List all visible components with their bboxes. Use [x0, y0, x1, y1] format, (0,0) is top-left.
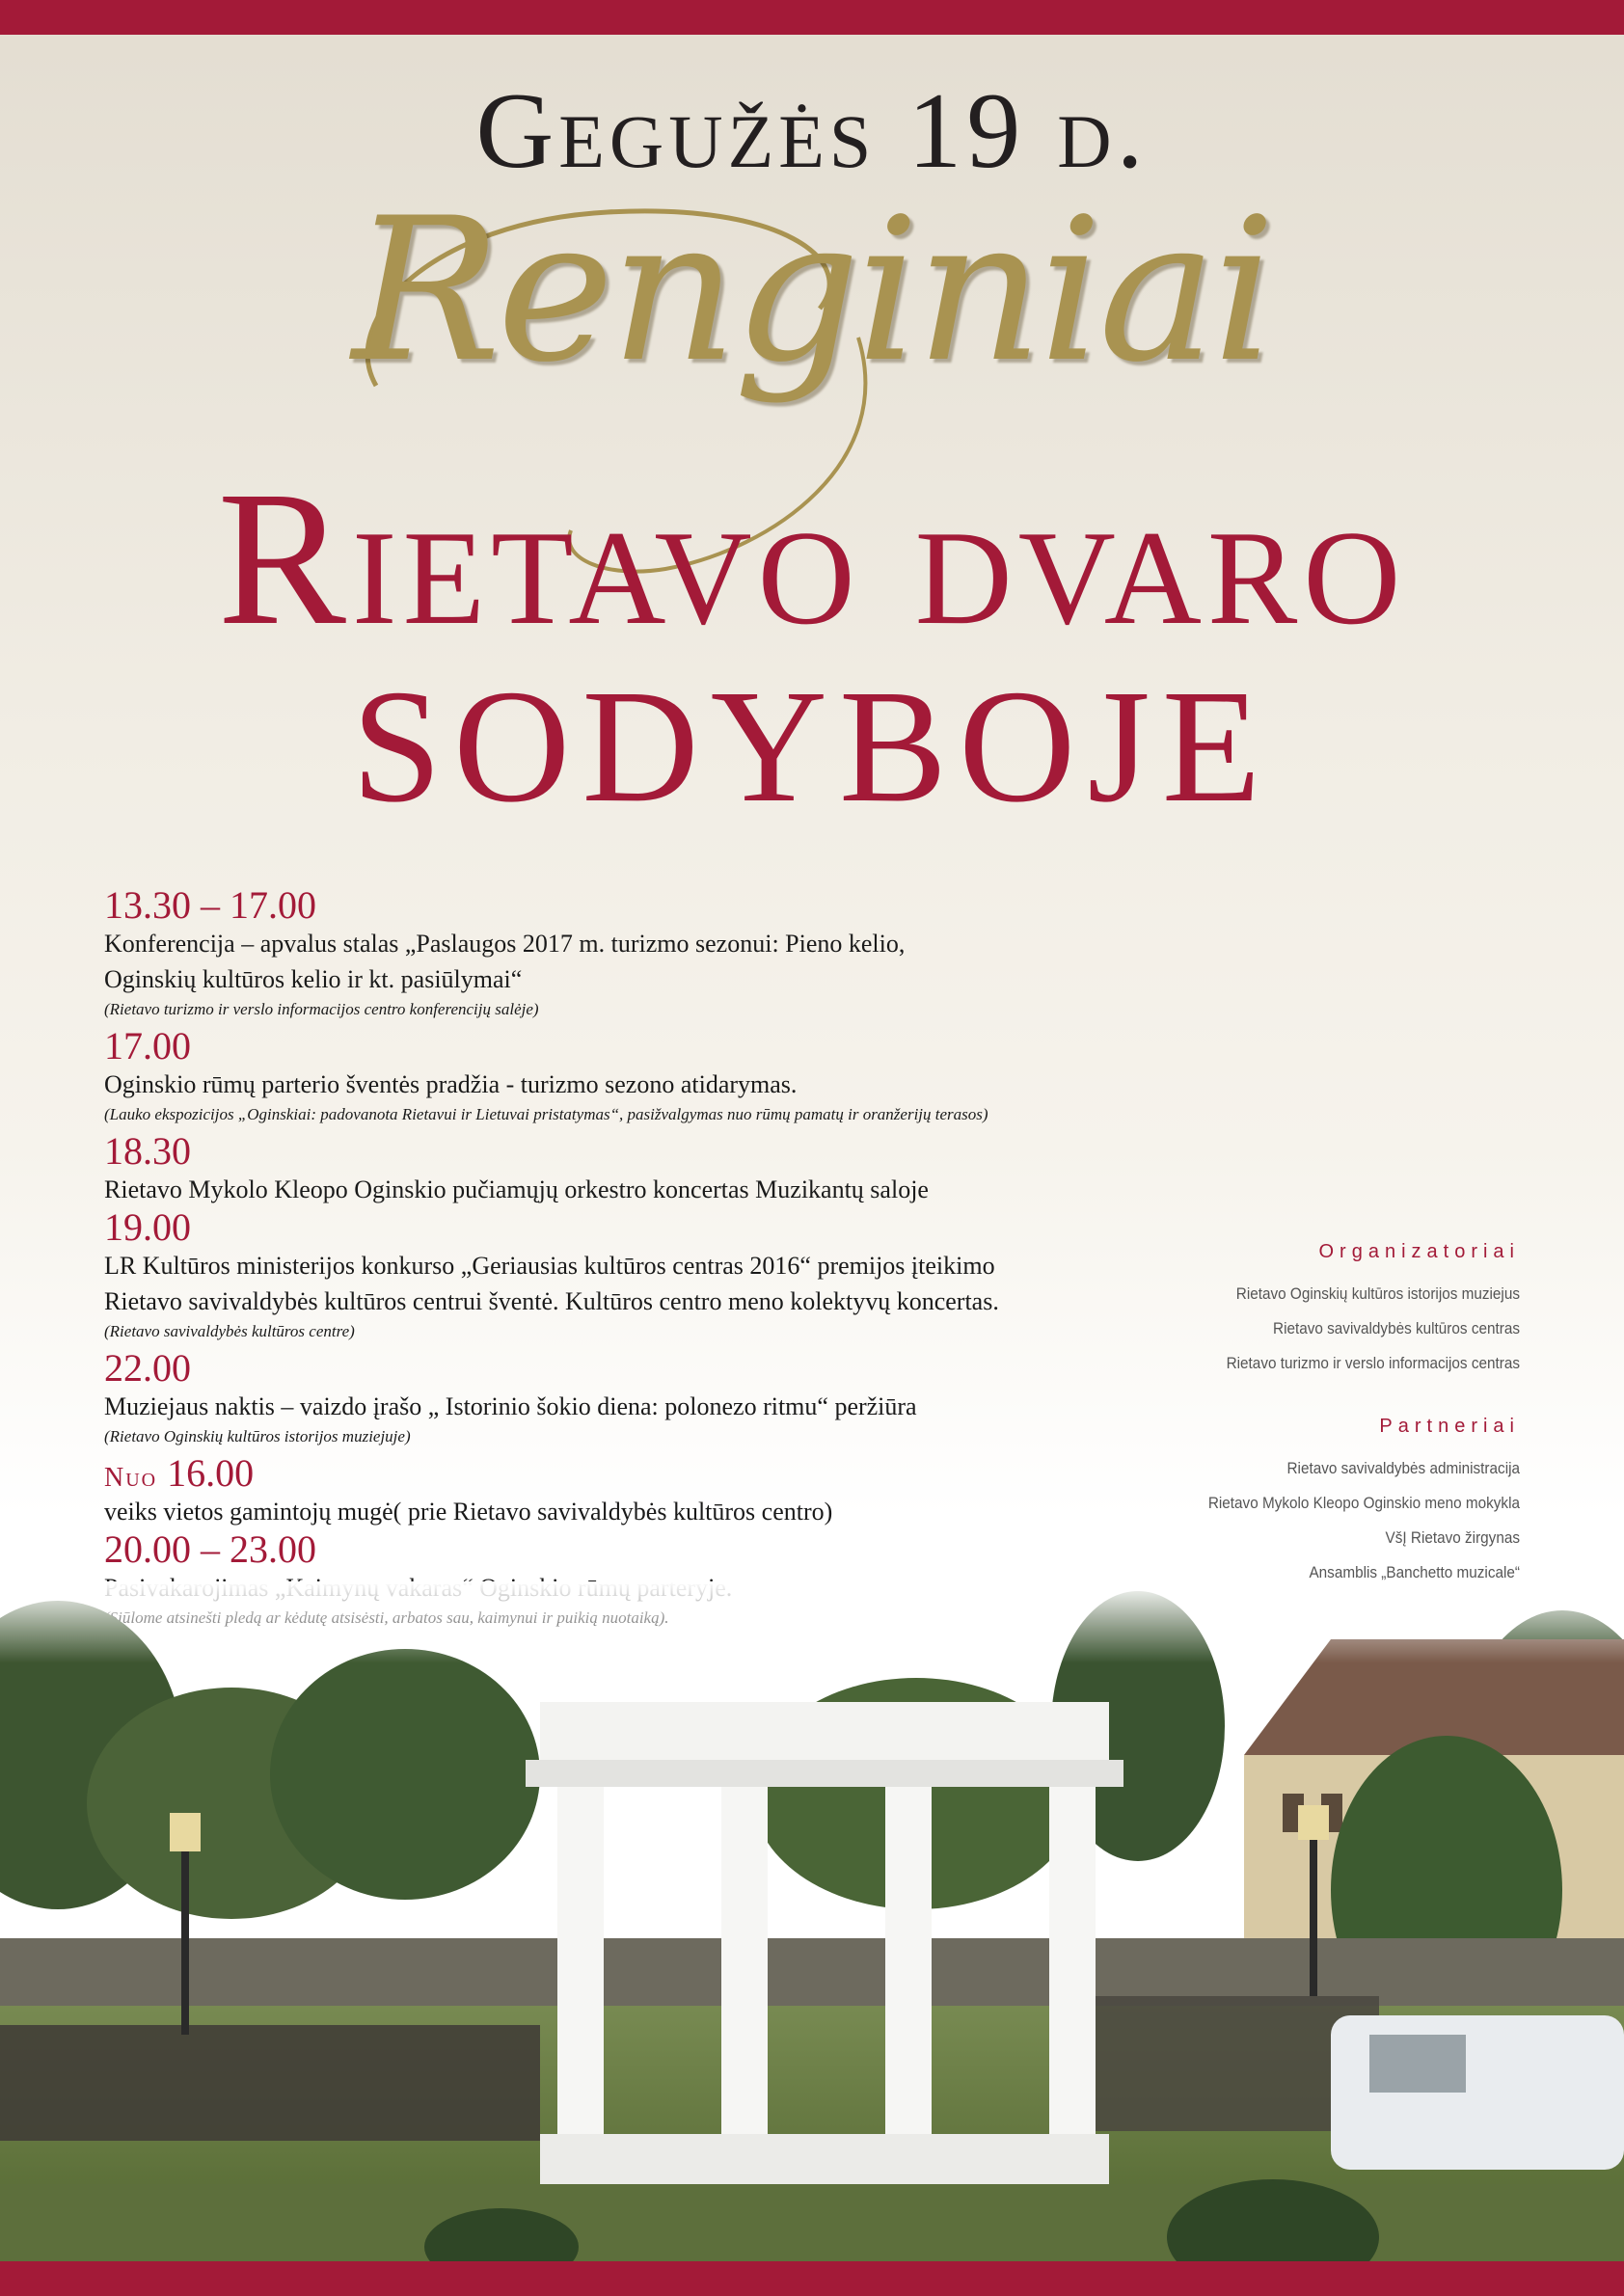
event-time-value: 17.00: [104, 1024, 191, 1067]
partner-item: Rietavo Mykolo Kleopo Oginskio meno mokykla: [1207, 1494, 1520, 1512]
event-time: [104, 1131, 1261, 1172]
event-time-value: 22.00: [104, 1346, 191, 1390]
partners-list: [980, 1451, 1520, 1590]
partners-heading: Partneriai: [1379, 1416, 1520, 1437]
event-block: [104, 885, 1261, 1022]
event-time: [104, 885, 1261, 926]
event-time-value: 16.00: [167, 1451, 255, 1495]
event-description: Oginskių kultūros kelio ir kt. pasiūlymai“: [104, 965, 523, 993]
event-venue-note: (Rietavo Oginskių kultūros istorijos muziejuje): [104, 1427, 411, 1445]
event-description: Oginskio rūmų parterio šventės pradžia - turizmo sezono atidarymas.: [104, 1070, 798, 1098]
top-band: [0, 0, 1624, 35]
credits-panel: [980, 1241, 1520, 1590]
partner-item: VšĮ Rietavo žirgynas: [1385, 1528, 1520, 1547]
event-description: LR Kultūros ministerijos konkurso „Geriausias kultūros centras 2016“ premijos įteikimo: [104, 1252, 995, 1280]
event-date: Gegužės 19 d.: [475, 71, 1149, 191]
event-description: Rietavo savivaldybės kultūros centrui šventė. Kultūros centro meno kolektyvų koncertas.: [104, 1287, 999, 1315]
organizer-item: Rietavo Oginskių kultūros istorijos muziejus: [1235, 1284, 1520, 1303]
event-block: [104, 1026, 1261, 1127]
event-description: Rietavo Mykolo Kleopo Oginskio pučiamųjų orkestro koncertas Muzikantų saloje: [104, 1175, 929, 1203]
main-title-line2: SODYBOJE: [351, 657, 1273, 836]
event-venue-note: (Lauko ekspozicijos „Oginskiai: padovanota Rietavui ir Lietuvai pristatymas“, pasižvalgymas nuo rūmų pamatų ir oranžerijų terasos): [104, 1105, 988, 1123]
event-description: veiks vietos gamintojų mugė( prie Rietavo savivaldybės kultūros centro): [104, 1498, 833, 1526]
main-title-line1: Rietavo dvaro: [217, 452, 1407, 665]
event-time-value: 20.00 – 23.00: [104, 1527, 316, 1571]
organizers-heading: Organizatoriai: [1318, 1241, 1520, 1262]
event-time-value: 13.30 – 17.00: [104, 883, 316, 927]
organizer-item: Rietavo savivaldybės kultūros centras: [1273, 1319, 1520, 1337]
event-venue-note: (Rietavo turizmo ir verslo informacijos centro konferencijų salėje): [104, 1000, 539, 1018]
event-block: [104, 1131, 1261, 1207]
event-time-prefix: Nuo: [104, 1463, 158, 1493]
partner-item: Rietavo savivaldybės administracija: [1286, 1459, 1520, 1477]
event-time-value: 18.30: [104, 1129, 191, 1173]
event-time: [104, 1026, 1261, 1067]
organizers-list: [980, 1277, 1520, 1381]
bottom-band: [0, 2261, 1624, 2296]
partner-item: Ansamblis „Banchetto muzicale“: [1309, 1563, 1520, 1581]
event-description: Muziejaus naktis – vaizdo įrašo „ Istorinio šokio diena: polonezo ritmu“ peržiūra: [104, 1392, 917, 1420]
script-title: Renginiai: [352, 176, 1272, 406]
organizer-item: Rietavo turizmo ir verslo informacijos centras: [1226, 1354, 1520, 1372]
event-time-value: 19.00: [104, 1205, 191, 1249]
event-venue-note: (Rietavo savivaldybės kultūros centre): [104, 1322, 355, 1340]
rotunda-photo: [0, 1581, 1624, 2261]
event-description: Konferencija – apvalus stalas „Paslaugos 2017 m. turizmo sezonui: Pieno kelio,: [104, 930, 906, 958]
